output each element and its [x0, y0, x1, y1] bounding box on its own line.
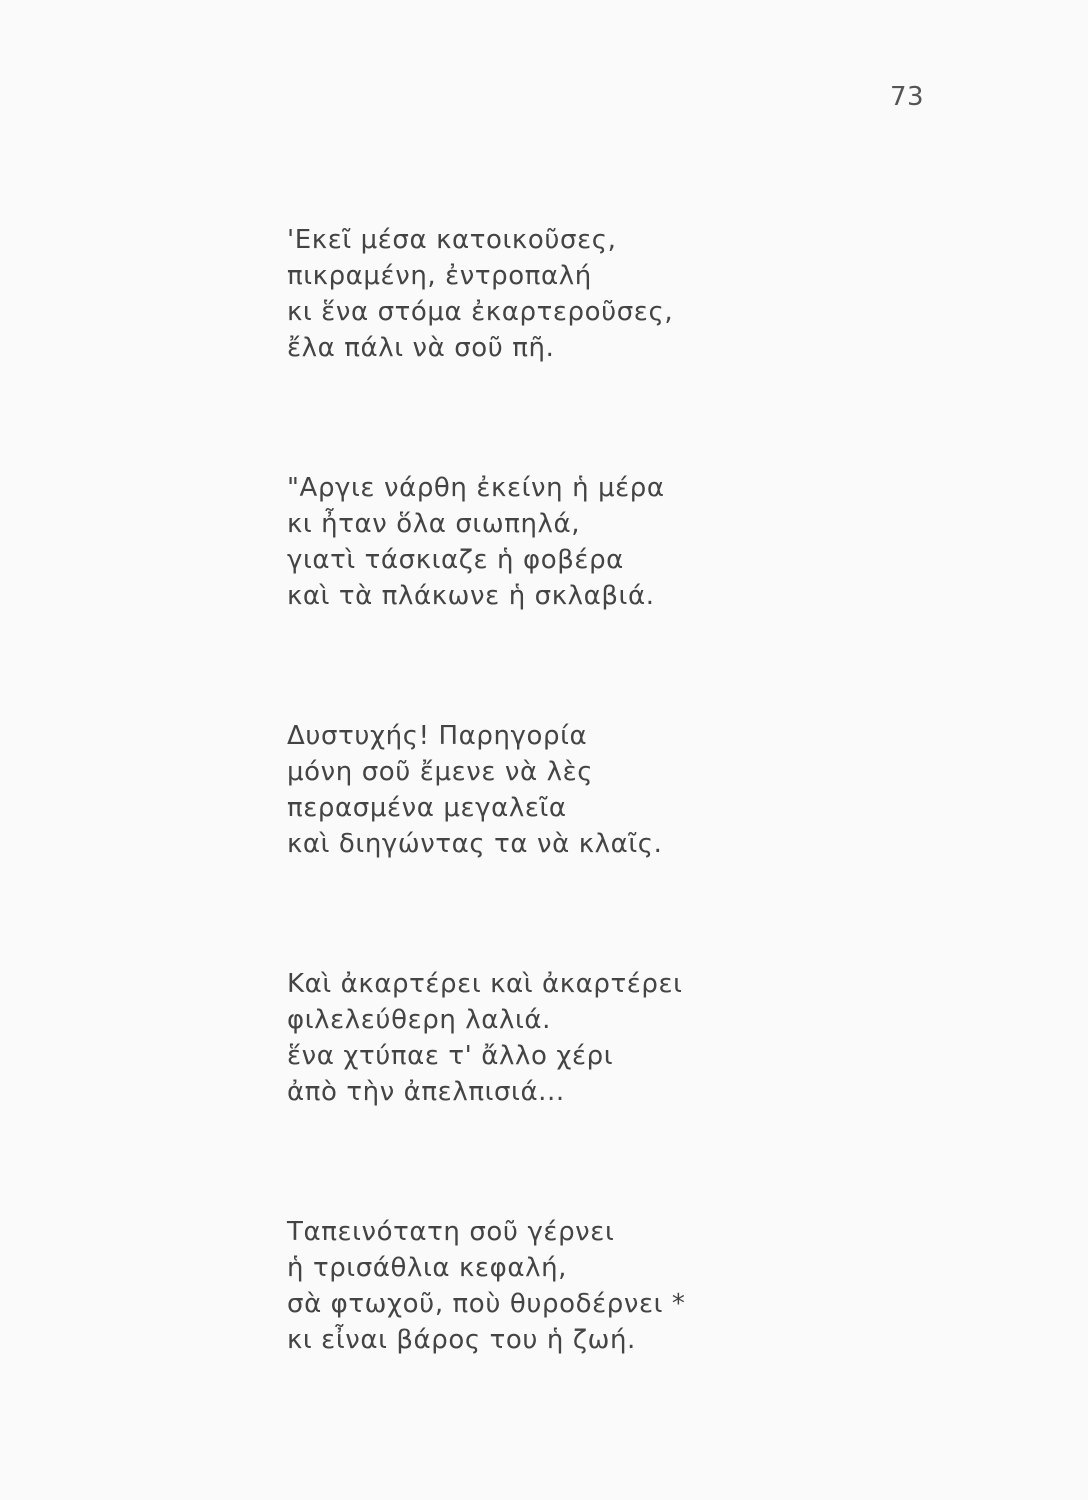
- stanza-2: [287, 470, 807, 614]
- verse-line: περασμένα μεγαλεῖα: [287, 793, 567, 823]
- verse-line: ἀπὸ τὴν ἀπελπισιά...: [287, 1077, 565, 1107]
- verse-line: κι ἕνα στόμα ἐκαρτεροῦσες,: [287, 297, 674, 327]
- verse-line: ἔλα πάλι νὰ σοῦ πῆ.: [287, 333, 555, 363]
- verse-line: καὶ διηγώντας τα νὰ κλαῖς.: [287, 829, 663, 859]
- verse-line: κι ἦταν ὅλα σιωπηλά,: [287, 509, 581, 539]
- verse-line: 'Εκεῖ μέσα κατοικοῦσες,: [287, 225, 617, 255]
- verse-line: φιλελεύθερη λαλιά.: [287, 1005, 551, 1035]
- verse-line: γιατὶ τάσκιαζε ἡ φοβέρα: [287, 545, 624, 575]
- verse-line: καὶ τὰ πλάκωνε ἡ σκλαβιά.: [287, 581, 655, 611]
- verse-line: μόνη σοῦ ἔμενε νὰ λὲς: [287, 757, 594, 787]
- verse-line: Καὶ ἀκαρτέρει καὶ ἀκαρτέρει: [287, 969, 683, 999]
- verse-line: πικραμένη, ἐντροπαλή: [287, 261, 592, 291]
- stanza-4: [287, 966, 807, 1110]
- stanza-5: [287, 1214, 807, 1358]
- verse-line: Δυστυχής! Παρηγορία: [287, 721, 588, 751]
- stanza-3: [287, 718, 807, 862]
- verse-line: σὰ φτωχοῦ, ποὺ θυροδέρνει *: [287, 1289, 686, 1319]
- verse-line: ἕνα χτύπαε τ' ἄλλο χέρι: [287, 1041, 614, 1071]
- stanza-1: [287, 222, 807, 366]
- verse-line: Ταπεινότατη σοῦ γέρνει: [287, 1217, 615, 1247]
- page-number: 73: [890, 82, 925, 112]
- verse-line: ἡ τρισάθλια κεφαλή,: [287, 1253, 568, 1283]
- verse-line: "Αργιε νάρθη ἐκείνη ἡ μέρα: [287, 473, 665, 503]
- verse-line: κι εἶναι βάρος του ἡ ζωή.: [287, 1325, 636, 1355]
